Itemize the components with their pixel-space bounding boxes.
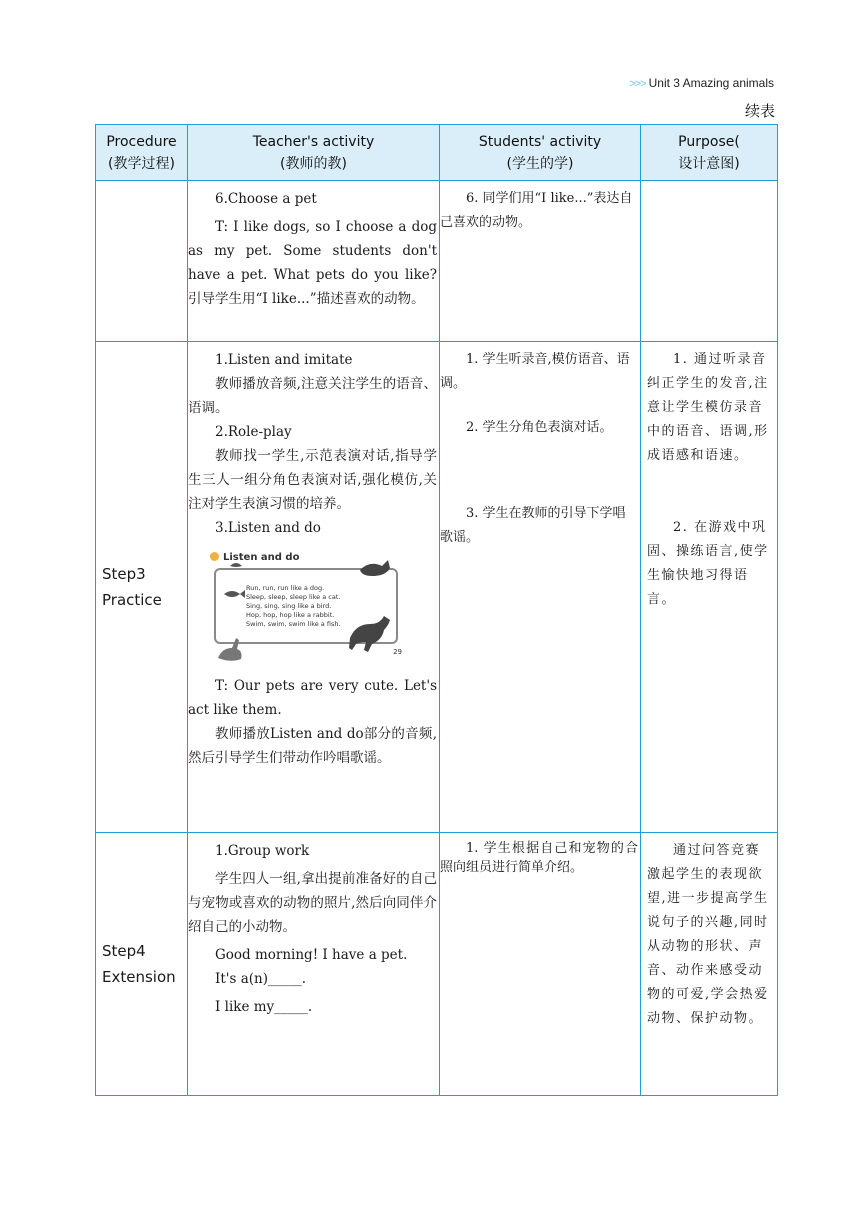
purpose-text: 通过问答竞赛激起学生的表现欲望,进一步提高学生说句子的兴趣,同时从动物的形状、声音、动作来感受动物的可爱,学会热爱动物、保护动物。 [647, 843, 769, 1026]
students-cell [440, 833, 641, 1096]
teacher-cell [188, 833, 440, 1096]
unit-title: Unit 3 Amazing animals [648, 76, 774, 90]
step-number: Step4 [102, 942, 146, 960]
col-students-activity: Students' activity (学生的学) [440, 125, 641, 181]
students-cell [440, 342, 641, 833]
activity-title: 1.Group work [215, 843, 310, 859]
activity-text: 教师播放Listen and do部分的音频,然后引导学生们带动作吟唱歌谣。 [188, 726, 437, 766]
purpose-text: 1. 通过听录音纠正学生的发音,注意让学生模仿录音中的语音、语调,形成语感和语速。 [647, 352, 769, 463]
table-row [96, 833, 778, 1096]
activity-text: T: Our pets are very cute. Let's act like them. [188, 678, 437, 718]
teacher-cell [188, 342, 440, 833]
book-lines: Run, run, run like a dog. Sleep, sleep, sleep like a cat. Sing, sing, sing like a bird. Hop, hop, hop like a rabbit. Swim, swim, swim like a fish. [246, 584, 341, 628]
fish-icon [224, 590, 245, 598]
activity-text: 教师播放音频,注意关注学生的语音、语调。 [188, 376, 437, 416]
book-title: Listen and do [210, 546, 299, 570]
students-cell [440, 181, 641, 342]
activity-title: 1.Listen and imitate [215, 352, 353, 368]
cat-icon [360, 560, 390, 576]
table-header-row [96, 125, 778, 181]
textbook-excerpt-image [210, 546, 406, 666]
students-text: 1. 学生根据自己和宠物的合照向组员进行简单介绍。 [440, 841, 638, 875]
sentence-frame: I like my_____. [215, 999, 313, 1015]
continued-label: 续表 [744, 102, 775, 120]
activity-text: T: I like dogs, so I choose a dog as my pet. Some students don't have a pet. What pets do you like? 引导学生用“I like...”描述喜欢的动物。 [188, 219, 437, 307]
purpose-cell [641, 833, 778, 1096]
header-arrows: >>> [629, 78, 646, 90]
step-label: Extension [102, 968, 176, 986]
lesson-table [95, 124, 778, 1096]
activity-title: 2.Role-play [215, 424, 292, 440]
running-header [629, 76, 774, 90]
step-cell-empty [96, 181, 188, 342]
activity-title: 6.Choose a pet [215, 191, 317, 207]
step-label: Practice [102, 591, 162, 609]
bird-icon [230, 563, 242, 567]
activity-text: 学生四人一组,拿出提前准备好的自己与宠物或喜欢的动物的照片,然后向同伴介绍自己的小动物。 [188, 871, 437, 935]
table-row [96, 181, 778, 342]
sentence-frame: Good morning! I have a pet. [215, 947, 408, 963]
teacher-cell [188, 181, 440, 342]
purpose-cell [641, 342, 778, 833]
step-cell [96, 342, 188, 833]
rabbit-icon [218, 638, 242, 661]
col-procedure: Procedure (教学过程) [96, 125, 188, 181]
activity-text: 教师找一学生,示范表演对话,指导学生三人一组分角色表演对话,强化模仿,关注对学生表演习惯的培养。 [188, 448, 437, 512]
students-text: 6. 同学们用“I like...”表达自己喜欢的动物。 [440, 191, 633, 230]
sentence-frame: It's a(n)_____. [215, 971, 307, 987]
purpose-text: 2. 在游戏中巩固、操练语言,使学生愉快地习得语言。 [647, 520, 769, 607]
dog-icon [349, 616, 390, 652]
step-number: Step3 [102, 565, 146, 583]
students-text: 1. 学生听录音,模仿语音、语调。 [440, 352, 630, 391]
purpose-cell-empty [641, 181, 778, 342]
col-purpose: Purpose( 设计意图) [641, 125, 778, 181]
students-text: 3. 学生在教师的引导下学唱歌谣。 [440, 506, 626, 545]
students-text: 2. 学生分角色表演对话。 [466, 420, 613, 435]
step-cell [96, 833, 188, 1096]
table-row [96, 342, 778, 833]
book-page-number: 29 [393, 648, 402, 656]
activity-title: 3.Listen and do [215, 520, 321, 536]
col-teacher-activity: Teacher's activity (教师的教) [188, 125, 440, 181]
